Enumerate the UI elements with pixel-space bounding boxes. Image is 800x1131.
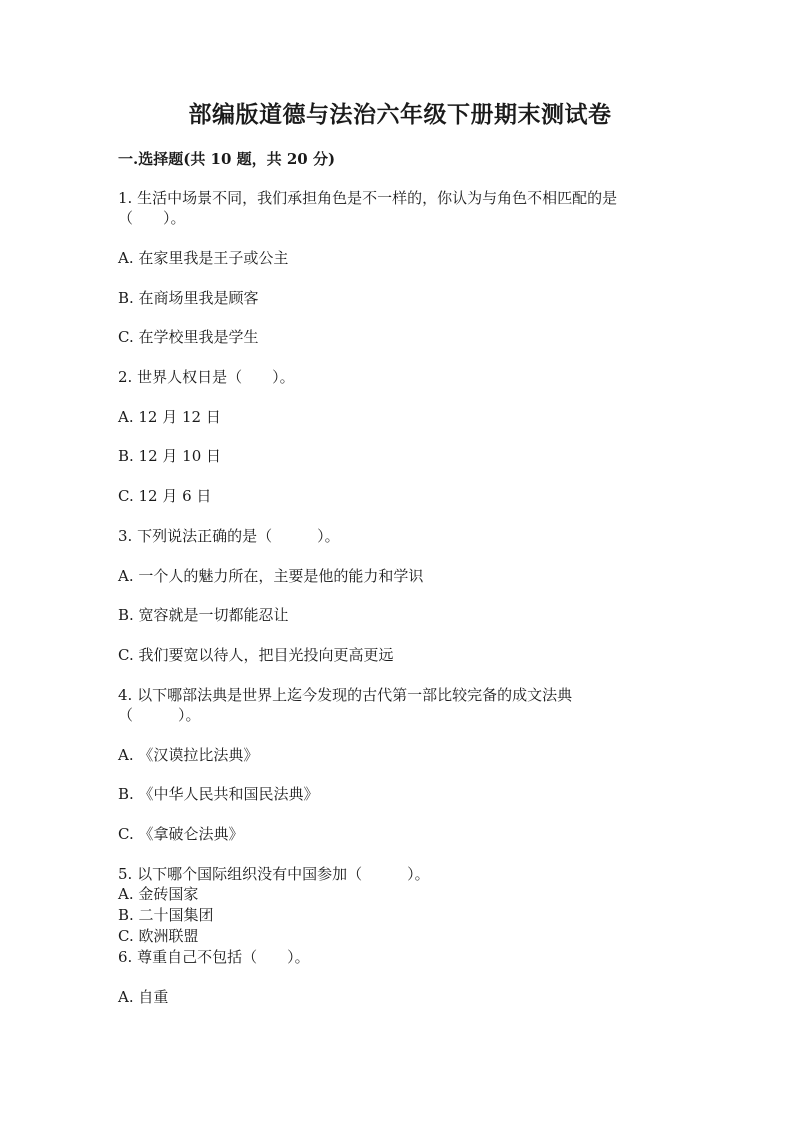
question-5-option-b: B. 二十国集团 bbox=[118, 906, 214, 924]
question-1-option-c: C. 在学校里我是学生 bbox=[118, 328, 259, 346]
question-1-stem: 1. 生活中场景不同，我们承担角色是不一样的，你认为与角色不相匹配的是 bbox=[118, 189, 618, 207]
question-2-option-a: A. 12 月 12 日 bbox=[118, 408, 221, 426]
question-5-option-c: C. 欧洲联盟 bbox=[118, 927, 199, 945]
question-5-stem: 5. 以下哪个国际组织没有中国参加（ ）。 bbox=[118, 865, 430, 883]
question-3-option-c: C. 我们要宽以待人，把目光投向更高更远 bbox=[118, 646, 394, 664]
question-4-option-c: C. 《拿破仑法典》 bbox=[118, 825, 244, 843]
question-4-option-b: B. 《中华人民共和国民法典》 bbox=[118, 785, 319, 803]
question-1-option-b: B. 在商场里我是顾客 bbox=[118, 289, 259, 307]
question-1-stem-cont: （ ）。 bbox=[118, 209, 186, 227]
question-6-option-a: A. 自重 bbox=[118, 988, 169, 1006]
section-heading: 一.选择题(共 10 题，共 20 分) bbox=[118, 150, 336, 168]
question-6-stem: 6. 尊重自己不包括（ ）。 bbox=[118, 948, 310, 966]
question-2-stem: 2. 世界人权日是（ ）。 bbox=[118, 368, 295, 386]
question-5-option-a: A. 金砖国家 bbox=[118, 885, 199, 903]
question-3-stem: 3. 下列说法正确的是（ ）。 bbox=[118, 527, 340, 545]
exam-title: 部编版道德与法治六年级下册期末测试卷 bbox=[188, 101, 612, 128]
question-4-option-a: A. 《汉谟拉比法典》 bbox=[118, 746, 259, 764]
question-1-option-a: A. 在家里我是王子或公主 bbox=[118, 249, 289, 267]
question-4-stem: 4. 以下哪部法典是世界上迄今发现的古代第一部比较完备的成文法典 bbox=[118, 686, 573, 704]
question-3-option-a: A. 一个人的魅力所在，主要是他的能力和学识 bbox=[118, 567, 424, 585]
question-3-option-b: B. 宽容就是一切都能忍让 bbox=[118, 606, 289, 624]
question-2-option-c: C. 12 月 6 日 bbox=[118, 487, 212, 505]
question-2-option-b: B. 12 月 10 日 bbox=[118, 447, 222, 465]
question-4-stem-cont: （ ）。 bbox=[118, 706, 201, 724]
